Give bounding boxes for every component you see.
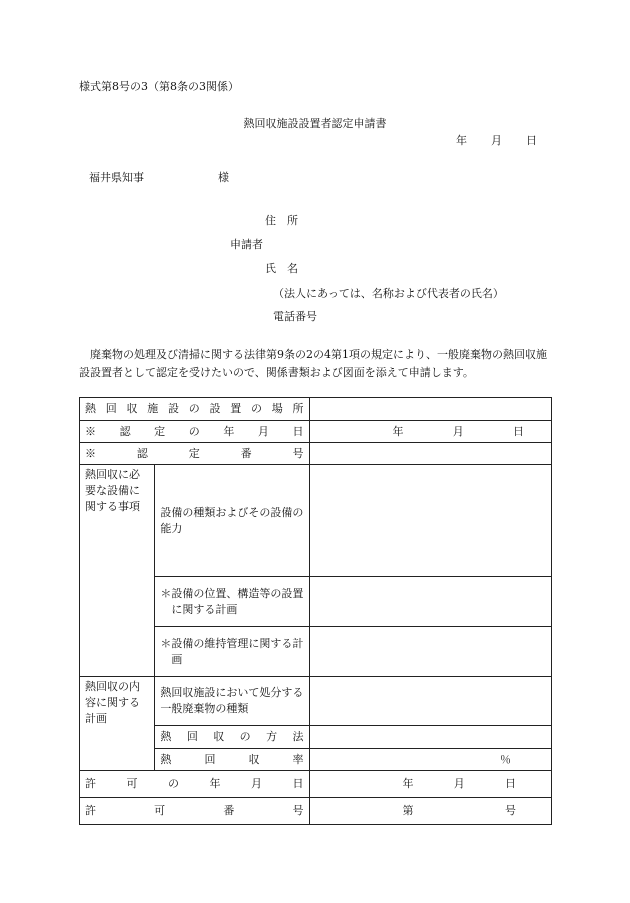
day-unit: 日 — [504, 777, 516, 790]
phone-label: 電話番号 — [273, 310, 317, 323]
table-row — [80, 421, 552, 443]
location-label: 熱回収施設の設置の場所 — [80, 398, 310, 421]
method-value[interactable] — [309, 726, 551, 749]
table-row — [80, 771, 552, 798]
table-row — [80, 677, 552, 726]
method-label: 熱回収の方法 — [155, 726, 309, 749]
month-unit: 月 — [453, 777, 465, 790]
table-row — [80, 465, 552, 577]
rate-value[interactable] — [309, 749, 551, 771]
month-unit: 月 — [452, 424, 464, 438]
equipment-maintenance-value[interactable] — [309, 627, 551, 677]
cert-number-label: ※認定番号 — [80, 443, 310, 465]
equipment-maintenance-label: ＊設備の維持管理に関する計画 — [155, 627, 309, 677]
permit-date-value[interactable] — [309, 771, 551, 798]
addressee — [89, 169, 229, 185]
document-title: 熱回収施設設置者認定申請書 — [243, 117, 387, 130]
equipment-position-value[interactable] — [309, 577, 551, 627]
application-date — [456, 132, 537, 148]
number-suffix: 号 — [505, 804, 516, 817]
equipment-type-value[interactable] — [309, 465, 551, 577]
location-value[interactable] — [309, 398, 551, 421]
applicant-label: 申請者 — [230, 238, 263, 251]
addressee-honorific: 様 — [218, 171, 229, 184]
day-unit: 日 — [512, 424, 524, 438]
table-row — [80, 798, 552, 825]
address-label: 住 所 — [265, 214, 298, 227]
equipment-section-label: 熱回収に必要な設備に関する事項 — [80, 465, 155, 677]
percent-unit: ％ — [500, 752, 511, 766]
equipment-position-label: ＊設備の位置、構造等の設置に関する計画 — [155, 577, 309, 627]
application-statement: 廃棄物の処理及び清掃に関する法律第9条の2の4第1項の規定により、一般廃棄物の熱回収施設設置者として認定を受けたいので、関係書類および図面を添えて申請します。 — [79, 348, 547, 379]
corporate-note: （法人にあっては、名称および代表者の氏名） — [273, 287, 504, 300]
date-year: 年 — [456, 134, 467, 147]
cert-date-label: ※認定の年月日 — [80, 421, 310, 443]
permit-number-value[interactable] — [309, 798, 551, 825]
cert-number-value[interactable] — [309, 443, 551, 465]
table-row — [80, 398, 552, 421]
waste-type-label: 熱回収施設において処分する一般廃棄物の種類 — [155, 677, 309, 726]
form-number: 様式第8号の3（第8条の3関係） — [79, 80, 239, 93]
name-label: 氏 名 — [265, 262, 298, 275]
year-unit: 年 — [402, 777, 414, 790]
rate-label: 熱回収率 — [155, 749, 309, 771]
waste-type-value[interactable] — [309, 677, 551, 726]
addressee-name: 福井県知事 — [89, 171, 144, 184]
number-prefix: 第 — [402, 804, 414, 817]
date-day: 日 — [526, 134, 537, 147]
permit-date-label: 許可の年月日 — [80, 771, 310, 798]
cert-date-value[interactable] — [309, 421, 551, 443]
application-table — [79, 397, 552, 825]
table-row — [80, 443, 552, 465]
equipment-type-label: 設備の種類およびその設備の能力 — [155, 465, 309, 577]
permit-number-label: 許可番号 — [80, 798, 310, 825]
recovery-section-label: 熱回収の内容に関する計画 — [80, 677, 155, 771]
date-month: 月 — [491, 134, 502, 147]
year-unit: 年 — [392, 424, 404, 438]
